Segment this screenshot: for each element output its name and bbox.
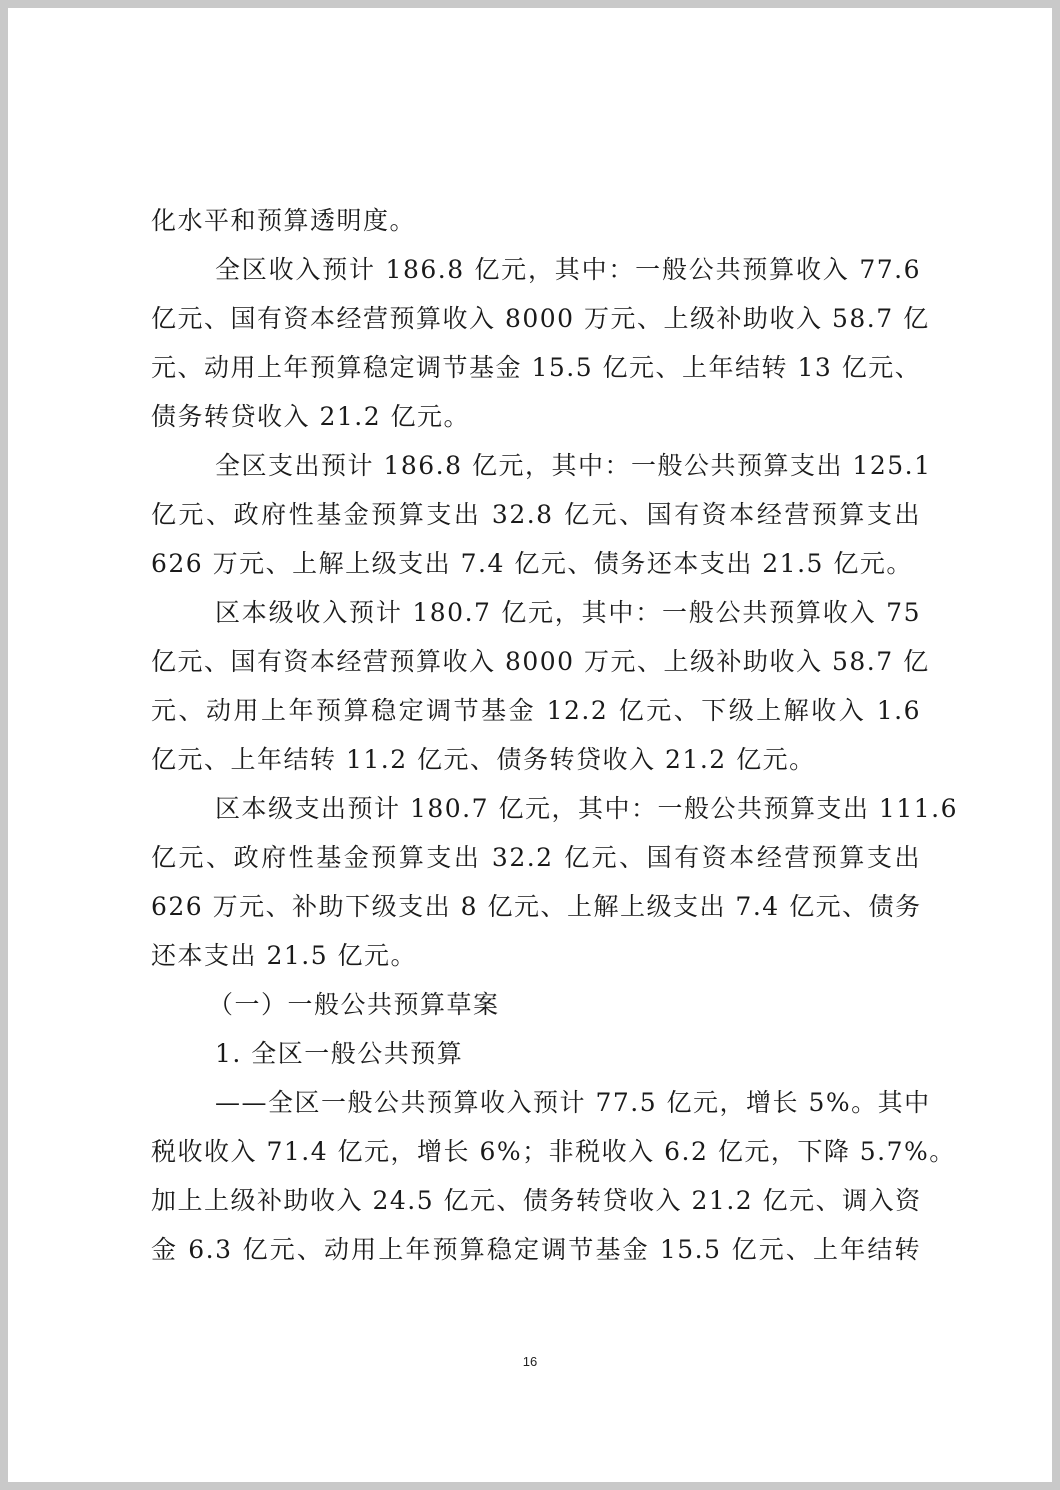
text-line: 626 万元、上解上级支出 7.4 亿元、债务还本支出 21.5 亿元。 [151,549,913,578]
subsection-heading: 1. 全区一般公共预算 [215,1039,464,1068]
text-line: 区本级支出预计 180.7 亿元，其中：一般公共预算支出 111.6 [215,794,958,823]
text-line: 亿元、政府性基金预算支出 32.2 亿元、国有资本经营预算支出 [151,843,921,872]
text-line: 元、动用上年预算稳定调节基金 15.5 亿元、上年结转 13 亿元、 [151,353,922,382]
text-line: 债务转贷收入 21.2 亿元。 [151,402,471,431]
text-line: ——全区一般公共预算收入预计 77.5 亿元，增长 5%。其中 [215,1088,931,1117]
text-line: 元、动用上年预算稳定调节基金 12.2 亿元、下级上解收入 1.6 [151,696,921,725]
text-line: 加上上级补助收入 24.5 亿元、债务转贷收入 21.2 亿元、调入资 [151,1186,922,1215]
text-line: 还本支出 21.5 亿元。 [151,941,418,970]
page-number: 16 [522,1354,538,1369]
text-line: 金 6.3 亿元、动用上年预算稳定调节基金 15.5 亿元、上年结转 [151,1235,921,1264]
text-line: 化水平和预算透明度。 [151,206,417,235]
text-line: 亿元、国有资本经营预算收入 8000 万元、上级补助收入 58.7 亿 [151,304,930,333]
document-page [8,8,1052,1482]
text-line: 626 万元、补助下级支出 8 亿元、上解上级支出 7.4 亿元、债务 [151,892,922,921]
text-line: 区本级收入预计 180.7 亿元，其中：一般公共预算收入 75 [215,598,921,627]
text-line: 亿元、政府性基金预算支出 32.8 亿元、国有资本经营预算支出 [151,500,921,529]
text-line: 税收收入 71.4 亿元，增长 6%；非税收入 6.2 亿元，下降 5.7%。 [151,1137,956,1166]
text-line: 亿元、国有资本经营预算收入 8000 万元、上级补助收入 58.7 亿 [151,647,930,676]
text-line: 全区收入预计 186.8 亿元，其中：一般公共预算收入 77.6 [215,255,921,284]
text-line: 亿元、上年结转 11.2 亿元、债务转贷收入 21.2 亿元。 [151,745,816,774]
section-heading: （一）一般公共预算草案 [208,990,500,1019]
text-line: 全区支出预计 186.8 亿元，其中：一般公共预算支出 125.1 [215,451,932,480]
